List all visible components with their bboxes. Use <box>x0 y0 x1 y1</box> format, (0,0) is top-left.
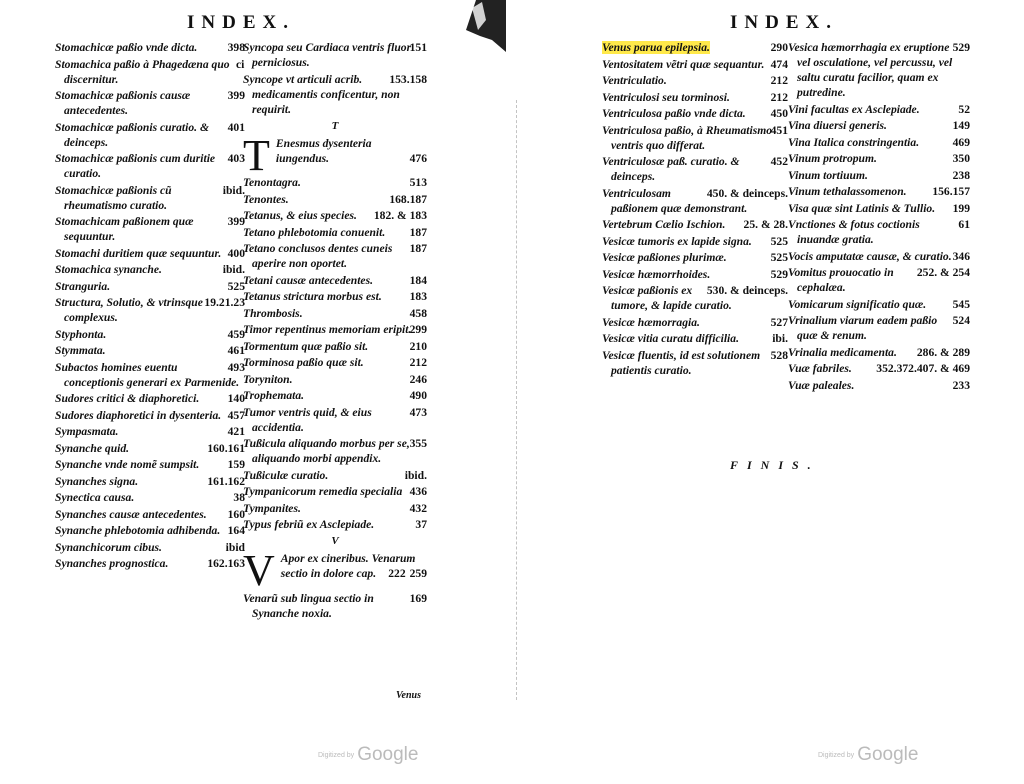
entry-text: Vesicæ hæmorragia. <box>602 315 700 329</box>
index-entry <box>243 192 427 207</box>
entry-page: 233 <box>952 378 970 392</box>
left-column-1 <box>55 40 245 573</box>
entry-page: 160 <box>227 507 245 521</box>
entry-text: Tetanus strictura morbus est. <box>243 290 382 303</box>
index-entry <box>243 517 427 532</box>
index-entry <box>602 315 788 330</box>
index-entry <box>55 540 245 555</box>
index-entry <box>243 405 427 435</box>
entry-page: 212 <box>770 90 788 104</box>
entry-page: 252. & 254 <box>916 266 970 279</box>
entry-text: Sympasmata. <box>55 425 119 438</box>
entry-text: Tympanicorum remedia specialia <box>243 485 403 498</box>
section-letter-t: T <box>331 119 339 132</box>
entry-page: 38 <box>233 491 245 504</box>
index-entry <box>788 135 970 150</box>
entry-text: Sudores critici & diaphoretici. <box>55 392 200 405</box>
entry-page: 474 <box>770 57 788 71</box>
v-entries <box>243 591 427 621</box>
entry-page: 140 <box>227 392 245 405</box>
index-entry <box>55 262 245 277</box>
index-entry <box>55 474 245 489</box>
entry-text: Vomicarum significatio quæ. <box>788 297 927 311</box>
entry-text: Vesica hæmorrhagia ex eruptione vel osculatione, vel percussu, vel saltu curatu facilior, quam ex putredine. <box>788 41 953 99</box>
index-entry <box>55 391 245 406</box>
index-entry <box>602 106 788 121</box>
index-entry <box>243 591 427 621</box>
entry-page: 450 <box>770 107 788 120</box>
entry-page: 153.158 <box>389 72 427 86</box>
entry-text: Stomachicæ paßio vnde dicta. <box>55 41 198 54</box>
entry-page: 37 <box>415 518 427 531</box>
google-logo-icon: Google <box>357 744 419 765</box>
entry-text: Stomachi duritiem quæ sequuntur. <box>55 246 222 260</box>
entry-text: Synanches causæ antecedentes. <box>55 507 207 521</box>
entry-page: 149 <box>952 119 970 132</box>
index-entry <box>788 345 970 360</box>
entry-text: Visa quæ sint Latinis & Tullio. <box>788 201 936 215</box>
entry-text: Tetani causæ antecedentes. <box>243 273 373 287</box>
index-entry <box>602 57 788 72</box>
index-entry <box>788 313 970 343</box>
entry-text: Vrinalia medicamenta. <box>788 345 897 359</box>
watermark-prefix: Digitized by <box>818 751 855 759</box>
index-entry <box>243 175 427 190</box>
index-entry <box>602 267 788 282</box>
index-entry: ci Stomachica paßio à Phagedæna quo discernitur. <box>55 57 245 86</box>
entry-page: 222 <box>388 567 406 580</box>
index-entry <box>788 102 970 117</box>
index-entry <box>788 118 970 133</box>
entry-page: 151 <box>409 41 427 54</box>
entry-page: 212 <box>409 356 427 369</box>
entry-text: Tußicula aliquando morbus per se, aliquando morbi appendix. <box>243 437 410 465</box>
entry-page: ibid <box>225 540 245 554</box>
syncope-entries <box>243 40 427 117</box>
index-entry <box>602 348 788 378</box>
index-entry <box>602 154 788 184</box>
index-entry <box>243 208 427 223</box>
index-entry <box>55 327 245 342</box>
index-entry <box>243 322 427 337</box>
entry-page: 398 <box>227 41 245 54</box>
google-watermark <box>818 744 918 766</box>
index-entry <box>788 201 970 216</box>
entry-text: Vinum tortiuum. <box>788 168 868 182</box>
index-entry <box>243 72 427 117</box>
entry-text: Vesicæ fluentis, id est solutionem patientis curatio. <box>602 348 761 377</box>
index-entry <box>243 225 427 240</box>
index-entry <box>243 551 427 589</box>
entry-text: Stomachicæ paßionis curatio. & deinceps. <box>55 120 209 149</box>
index-entry <box>602 283 788 313</box>
index-entry <box>602 250 788 265</box>
index-entry <box>602 40 788 55</box>
entry-text: Tenontes. <box>243 192 289 206</box>
left-page <box>0 0 490 784</box>
entry-page: 421 <box>227 425 245 438</box>
entry-text: Synanche phlebotomia adhibenda. <box>55 524 221 537</box>
entry-text: Vesicæ tumoris ex lapide signa. <box>602 234 752 248</box>
entry-text: Vesicæ vitia curatu difficilia. <box>602 332 739 345</box>
entry-text: Syncope vt articuli acrib. medicamentis conficentur, non requirit. <box>243 72 400 116</box>
entry-text: Vesicæ paßiones plurimæ. <box>602 251 727 264</box>
entry-text: Venus parua epilepsia. <box>602 41 710 54</box>
entry-page: 529 <box>770 267 788 281</box>
entry-page: 259 <box>409 567 427 580</box>
gutter-edge <box>516 100 518 700</box>
entry-page: 352.372.407. & 469 <box>876 362 970 375</box>
index-entry <box>55 246 245 261</box>
entry-page: 436 <box>409 485 427 498</box>
entry-text: Vina diuersi generis. <box>788 119 887 132</box>
index-entry <box>788 168 970 183</box>
entry-text: Ventriculosi seu torminosi. <box>602 90 730 104</box>
entry-page: 461 <box>227 344 245 357</box>
index-entry <box>243 306 427 321</box>
entry-page: 399 <box>227 215 245 228</box>
entry-text: Subactos homines euentu conceptionis generari ex Parmenide. <box>55 360 240 389</box>
index-entry <box>602 186 788 216</box>
entry-page: 350 <box>952 152 970 165</box>
entry-text: Vnctiones & fotus coctionis inuandæ gratia. <box>788 218 920 246</box>
entry-text: Toryniton. <box>243 372 293 386</box>
entry-page: 183 <box>409 290 427 303</box>
entry-text: Torminosa paßio quæ sit. <box>243 356 364 369</box>
entry-text: Stomachicæ paßionis cum duritie curatio. <box>55 152 216 180</box>
entry-page: 61 <box>958 218 970 231</box>
entry-page: 525 <box>770 234 788 248</box>
entry-page: 52 <box>958 102 970 116</box>
entry-page: 458 <box>409 306 427 320</box>
entry-page: 545 <box>952 297 970 311</box>
entry-text: Vesicæ paßionis ex tumore, & lapide curatio. <box>602 284 732 312</box>
entry-text: Tenontagra. <box>243 176 301 189</box>
entry-text: Synanchicorum cibus. <box>55 540 162 554</box>
entry-page: 164 <box>227 524 245 537</box>
entry-page: 490 <box>409 389 427 402</box>
entry-text: Tetano phlebotomia conuenit. <box>243 225 386 239</box>
entry-text: Stomachicam paßionem quæ sequuntur. <box>55 215 194 243</box>
entry-page: 25. & 28. <box>743 218 788 231</box>
entry-text: Venarũ sub lingua sectio in Synanche noxia. <box>243 591 374 620</box>
entry-text: Tetano conclusos dentes cuneis aperire non oportet. <box>243 242 393 270</box>
entry-page: 476 <box>409 151 427 165</box>
index-entry <box>55 88 245 118</box>
entry-text: Synanche vnde nomẽ sumpsit. <box>55 458 200 471</box>
entry-text: Timor repentinus memoriam eripit. <box>243 323 412 336</box>
entry-page: 525 <box>770 251 788 264</box>
entry-page: 473 <box>409 405 427 419</box>
entry-text: Vinum protropum. <box>788 152 877 165</box>
index-entry <box>788 297 970 312</box>
entry-text: Stranguria. <box>55 279 111 293</box>
right-page <box>520 0 1024 784</box>
entry-text: Stomachicæ paßionis cũ rheumatismo curatio. <box>55 183 172 212</box>
index-entry <box>55 507 245 522</box>
index-entry <box>602 123 788 153</box>
entry-page: 525 <box>227 279 245 293</box>
entry-text: Vrinalium viarum eadem paßio quæ & renum. <box>788 314 938 342</box>
entry-page: ibid. <box>222 183 245 197</box>
entry-page: 403 <box>227 152 245 165</box>
entry-page: 469 <box>952 135 970 149</box>
entry-page: 400 <box>227 246 245 260</box>
entry-page: 451 <box>770 123 788 137</box>
index-entry <box>243 355 427 370</box>
index-entry <box>55 295 245 325</box>
index-entry <box>55 183 245 213</box>
entry-text: Vesicæ hæmorrhoides. <box>602 267 711 281</box>
index-entry <box>602 234 788 249</box>
index-entry <box>788 378 970 393</box>
left-page-title: INDEX. <box>187 12 295 33</box>
entry-text: Tumor ventris quid, & eius accidentia. <box>243 405 372 434</box>
google-logo-icon: Google <box>857 744 919 765</box>
entry-page: 299 <box>409 323 427 336</box>
index-entry <box>243 436 427 466</box>
entry-page: 452 <box>770 155 788 168</box>
entry-page: 168.187 <box>389 192 427 206</box>
entry-page: 290 <box>770 41 788 54</box>
index-entry <box>243 289 427 304</box>
entry-text: Vomitus prouocatio in cephalæa. <box>788 266 894 294</box>
entry-text: Structura, Solutio, & vtrinsque complexus. <box>55 296 203 324</box>
entry-page: 528 <box>770 348 788 362</box>
index-entry <box>55 343 245 358</box>
entry-page: 529 <box>952 41 970 54</box>
entry-text: Vini facultas ex Asclepiade. <box>788 102 920 116</box>
index-entry <box>55 490 245 505</box>
entry-text: Synectica causa. <box>55 491 135 504</box>
entry-text: Sudores diaphoretici in dysenteria. <box>55 408 222 422</box>
index-entry <box>788 184 970 199</box>
entry-text: Thrombosis. <box>243 306 303 320</box>
entry-page: 527 <box>770 315 788 329</box>
entry-page: 355 <box>409 437 427 450</box>
entry-page: ibid. <box>404 468 427 482</box>
entry-text: Synanches signa. <box>55 474 139 488</box>
entry-text: Ventriculosa paßio, à Rheumatismo ventris quo differat. <box>602 123 773 152</box>
entry-page: 450. & deinceps. <box>706 186 788 200</box>
index-entry <box>55 441 245 456</box>
entry-page: 246 <box>409 372 427 386</box>
entry-page: 159 <box>227 458 245 471</box>
entry-text: Vuæ fabriles. <box>788 362 852 375</box>
entry-page: 212 <box>770 74 788 87</box>
index-entry <box>602 73 788 88</box>
entry-text: Synanche quid. <box>55 441 130 455</box>
index-entry <box>788 249 970 264</box>
entry-text: Vinum tethalassomenon. <box>788 185 907 198</box>
entry-text: Trophemata. <box>243 389 305 402</box>
entry-text: Ventriculatio. <box>602 74 667 87</box>
index-entry <box>788 40 970 100</box>
entry-page: 399 <box>227 89 245 102</box>
entry-page: 513 <box>409 176 427 189</box>
entry-text: Stomachicæ paßionis causæ antecedentes. <box>55 89 191 117</box>
index-entry <box>602 90 788 105</box>
entry-text: Stomachica paßio à Phagedæna quo discernitur. <box>55 57 230 86</box>
index-entry <box>55 279 245 294</box>
index-entry <box>788 151 970 166</box>
entry-text: Styphonta. <box>55 327 107 341</box>
index-entry <box>243 136 427 174</box>
entry-page: 346 <box>952 249 970 263</box>
right-column-1 <box>602 40 788 379</box>
entry-page: 530. & deinceps. <box>706 284 788 297</box>
entry-text: Vuæ paleales. <box>788 378 855 392</box>
index-entry <box>243 501 427 516</box>
entry-page: 199 <box>952 201 970 215</box>
catchword: Venus <box>396 690 422 701</box>
index-entry <box>243 388 427 403</box>
entry-page: 19.21.23 <box>204 296 245 309</box>
entry-page: 161.162 <box>207 474 245 488</box>
entry-page: 493 <box>227 360 245 374</box>
entry-page: 457 <box>227 408 245 422</box>
entry-page: ibi. <box>772 332 788 345</box>
entry-page: 432 <box>409 501 427 515</box>
index-entry <box>788 361 970 376</box>
index-entry <box>55 556 245 571</box>
index-entry <box>243 468 427 483</box>
index-entry <box>55 360 245 390</box>
index-entry <box>788 217 970 247</box>
entry-text: Tormentum quæ paßio sit. <box>243 339 369 353</box>
entry-text: Ventriculosam paßionem quæ demonstrant. <box>602 186 748 215</box>
entry-text: Enesmus dysenteria iungendus. <box>275 136 372 165</box>
index-entry <box>243 40 427 70</box>
entry-text: Ventositatem vẽtri quæ sequantur. <box>602 57 765 71</box>
entry-text: Stomachica synanche. <box>55 263 162 276</box>
entry-text: Typus febriũ ex Asclepiade. <box>243 518 375 531</box>
entry-page: 160.161 <box>207 441 245 455</box>
entry-text: Vina Italica constringentia. <box>788 135 920 149</box>
entry-text: Tetanus, & eius species. <box>243 209 357 222</box>
entry-page: 162.163 <box>207 557 245 570</box>
entry-page: 184 <box>409 273 427 287</box>
right-page-title: INDEX. <box>730 12 838 33</box>
entry-text: Tympanites. <box>243 501 301 515</box>
entry-text: Vertebrum Cælio Ischion. <box>602 218 726 231</box>
entry-text: Apor ex cineribus. Venarum sectio in dolore cap. <box>280 552 416 580</box>
entry-page: 459 <box>227 327 245 341</box>
binding-shadow-icon <box>462 0 506 52</box>
entry-page: 210 <box>409 339 427 353</box>
entry-text: Tußiculæ curatio. <box>243 468 329 482</box>
index-entry <box>55 120 245 150</box>
entry-page: 238 <box>952 168 970 182</box>
entry-text: Ventriculosa paßio vnde dicta. <box>602 107 746 120</box>
google-watermark <box>318 744 418 766</box>
finis-mark: FINIS. <box>730 458 820 472</box>
index-entry <box>55 214 245 244</box>
drop-cap-v: V <box>243 551 275 589</box>
index-entry <box>55 408 245 423</box>
entry-text: Ventriculosæ paß. curatio. & deinceps. <box>602 155 740 183</box>
index-entry <box>55 457 245 472</box>
entry-page: 169 <box>409 591 427 605</box>
index-entry <box>788 265 970 295</box>
entry-page: 286. & 289 <box>916 345 970 359</box>
index-entry <box>55 424 245 439</box>
index-entry <box>602 331 788 346</box>
section-letter-v: V <box>331 535 339 547</box>
entry-page: 401 <box>227 120 245 134</box>
entry-page: 187 <box>409 242 427 255</box>
index-entry <box>243 372 427 387</box>
drop-cap-t: T <box>243 135 270 174</box>
index-entry <box>602 217 788 232</box>
entry-text: Syncopa seu Cardiaca ventris fluor perniciosus. <box>243 41 412 69</box>
index-entry <box>55 523 245 538</box>
entry-text: Stymmata. <box>55 344 106 357</box>
entry-page: 156.157 <box>932 185 970 198</box>
index-entry <box>243 273 427 288</box>
entry-page: ibid. <box>222 263 245 276</box>
entry-page: 187 <box>409 225 427 239</box>
right-column-2 <box>788 40 970 394</box>
index-entry <box>243 339 427 354</box>
index-entry <box>243 484 427 499</box>
index-entry <box>55 40 245 55</box>
watermark-prefix: Digitized by <box>318 751 355 759</box>
entry-text: Synanches prognostica. <box>55 557 169 570</box>
index-entry <box>243 241 427 271</box>
entry-text: Vocis amputatæ causæ, & curatio. <box>788 249 952 263</box>
entry-page: 524 <box>952 314 970 327</box>
index-entry <box>55 151 245 181</box>
entry-page: 182. & 183 <box>373 209 427 222</box>
